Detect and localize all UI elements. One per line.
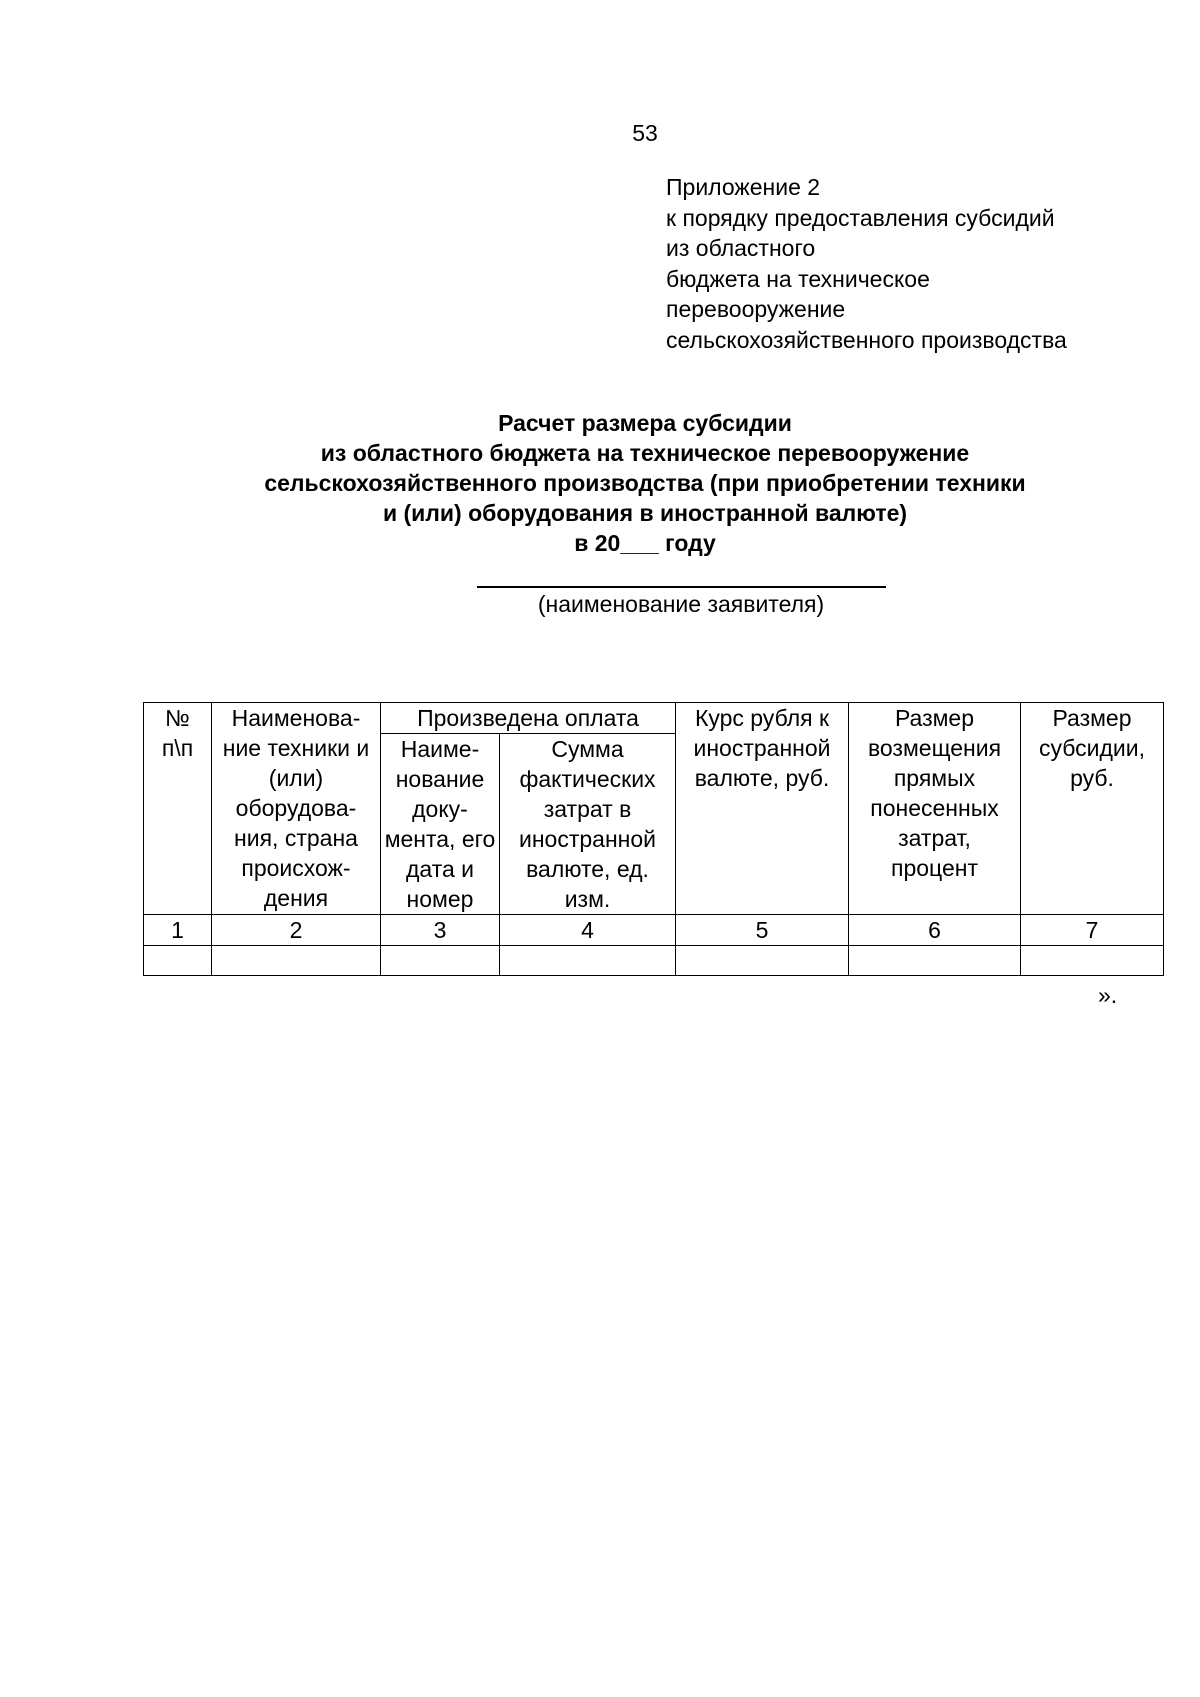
column-number: 3 (381, 915, 500, 946)
appendix-line: бюджета на техническое (666, 265, 930, 292)
appendix-line: к порядку предоставления субсидий (666, 204, 1055, 231)
applicant-caption: (наименование заявителя) (537, 591, 825, 617)
column-number: 5 (676, 915, 849, 946)
empty-data-row (144, 946, 1164, 976)
header-actual-cost: Сумма фактических затрат в иностранной валюте, ед. изм. (500, 734, 676, 915)
header-payment-made: Произведена оплата (381, 703, 676, 734)
header-equipment-name: Наименова-ние техники и (или) оборудова-ния, страна происхож-дения (212, 703, 381, 915)
column-number: 1 (144, 915, 212, 946)
empty-cell (1021, 946, 1164, 976)
closing-quote: ». (1098, 982, 1118, 1008)
appendix-block (666, 172, 1067, 355)
empty-cell (849, 946, 1021, 976)
title-line: и (или) оборудования в иностранной валюте) (382, 500, 908, 526)
header-subsidy-amount: Размер субсидии, руб. (1021, 703, 1164, 915)
header-document: Наиме-нование доку-мента, его дата и номер (381, 734, 500, 915)
empty-cell (144, 946, 212, 976)
appendix-line: из областного (666, 235, 816, 261)
column-number: 2 (212, 915, 381, 946)
document-title (0, 408, 1200, 558)
header-exchange-rate: Курс рубля к иностранной валюте, руб. (676, 703, 849, 915)
title-line: Расчет размера субсидии (498, 410, 792, 436)
empty-cell (212, 946, 381, 976)
column-number: 6 (849, 915, 1021, 946)
appendix-line: перевооружение (666, 296, 846, 322)
applicant-name-line (477, 586, 886, 588)
column-number-row (144, 915, 1164, 946)
title-line: в 20___ году (574, 530, 716, 556)
header-number: № п\п (144, 703, 212, 915)
calculation-table (143, 702, 1164, 976)
empty-cell (381, 946, 500, 976)
column-number: 7 (1021, 915, 1164, 946)
appendix-line: сельскохозяйственного производства (666, 326, 1067, 353)
title-line: из областного бюджета на техническое перевооружение (320, 440, 970, 466)
empty-cell (676, 946, 849, 976)
header-row (144, 703, 1164, 734)
page-number: 53 (632, 120, 658, 146)
header-reimbursement-percent: Размер возмещения прямых понесенных затрат, процент (849, 703, 1021, 915)
empty-cell (500, 946, 676, 976)
appendix-line: Приложение 2 (666, 174, 821, 200)
column-number: 4 (500, 915, 676, 946)
title-line: сельскохозяйственного производства (при приобретении техники (264, 470, 1026, 496)
